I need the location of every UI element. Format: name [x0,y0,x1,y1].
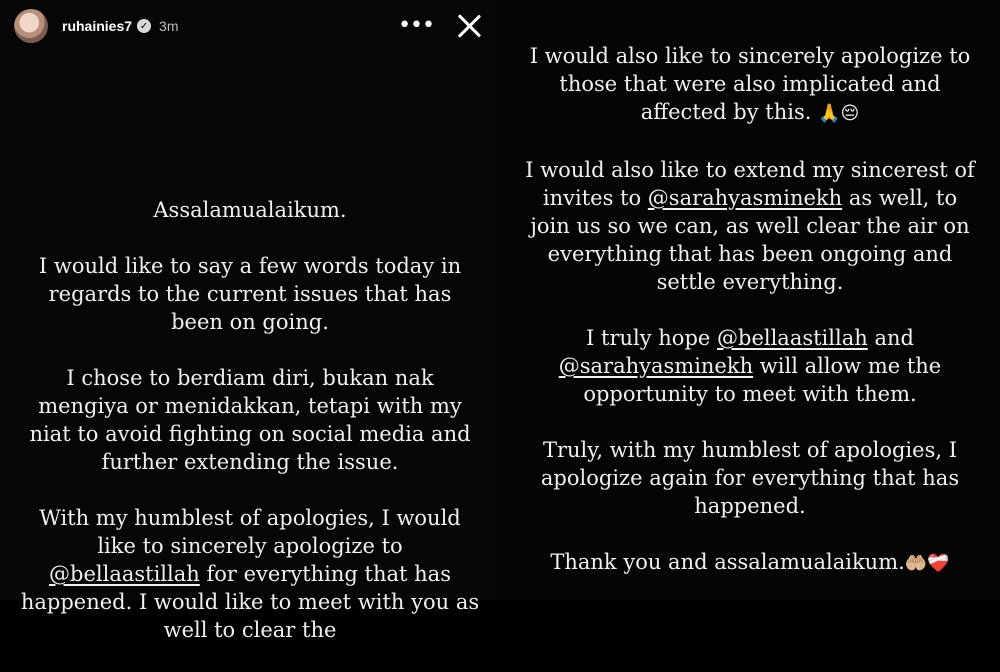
mention-link[interactable]: @bellaastillah [717,326,868,350]
story-paragraph [520,42,980,128]
story-text [520,42,980,606]
story-paragraph [520,548,980,578]
mention-link[interactable]: @bellaastillah [49,562,200,586]
paragraph-text: Thank you and assalamualaikum. [550,550,905,574]
paragraph-text: I would also like to extend my sincerest of invites to [525,158,975,210]
hands-heart-emoji-icon: 🤲🏼❤️‍🩹 [904,553,950,574]
paragraph-text: will allow me the opportunity to meet with them. [583,354,942,406]
mention-link[interactable]: @sarahyasminekh [647,186,843,210]
pray-emoji-icon: 🙏😔 [818,103,860,124]
story-paragraph: Assalamualaikum. [153,198,347,222]
story-paragraph: I would like to say a few words today in regards to the current issues that has been on going. [38,254,462,334]
mention-link[interactable]: @sarahyasminekh [558,354,754,378]
story-text [20,196,480,672]
paragraph-text: as well, to join us so we can, as well clear the air on everything that has been ongoing and settle everything. [530,186,970,294]
story-panel-left [0,0,500,642]
more-options-icon[interactable]: ••• [398,13,434,38]
story-paragraph: I chose to berdiam diri, bukan nak mengiya or menidakkan, tetapi with my niat to avoid fighting on social media and further extending the issue. [29,366,471,474]
story-panel-right [500,0,1000,600]
paragraph-text: and [867,326,914,350]
story-paragraph [20,504,480,644]
avatar[interactable] [14,9,48,43]
post-time: 3m [159,18,179,34]
paragraph-text: I would also like to sincerely apologize to those that were also implicated and affected by this. [529,44,971,124]
story-paragraph [520,156,980,296]
close-icon[interactable] [456,13,482,39]
verified-badge-icon: ✓ [137,19,151,33]
story-header [14,8,486,44]
paragraph-text: With my humblest of apologies, I would like to sincerely apologize to [39,506,461,558]
paragraph-text: I truly hope [586,326,717,350]
story-paragraph [520,324,980,408]
paragraph-text: for everything that has happened. I would like to meet with you as well to clear the [20,562,480,642]
username[interactable]: ruhainies7 [62,18,133,34]
story-paragraph: Truly, with my humblest of apologies, I apologize again for everything that has happened. [540,438,960,518]
